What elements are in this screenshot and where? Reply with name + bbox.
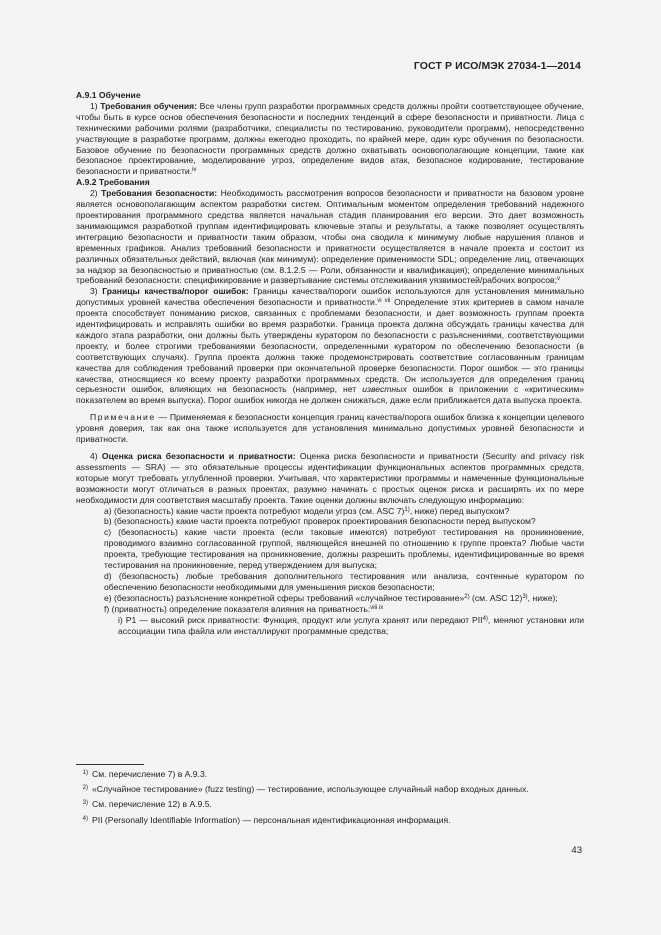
footnote-3: $^{3)}$ См. перечисление 12) в А.9.5. bbox=[82, 799, 212, 810]
list-item-c: c) (безопасность) какие части проекта (если таковые имеются) потребуют тестирования на проникновение, проводимого взаимно согласованной группой, являющейся внешней по отношению к группе проекта? Любые части проекта, требующие тестирования на проникновение, должны разрешить проблемы, идентифицированные во время тестирования на проникновение, перед утверждением для выпуска; bbox=[104, 527, 584, 571]
footnote-4: $^{4)}$ PII (Personally Identifiable Information) — персональная идентификационная информация. bbox=[82, 814, 451, 825]
list-item-d: d) (безопасность) любые требования дополнительного тестирования или анализа, сочтенные куратором по обеспечению безопасности необходимыми для уменьшения рисков безопасности; bbox=[104, 570, 584, 592]
note-paragraph: Примечание — Применяемая к безопасности концепция границ качества/порога ошибок близка к концепции целевого уровня доверия, так как она также используется для установления минимально допустимых уровней безопасности и приватности. bbox=[76, 412, 585, 445]
paragraph-quality-gates: 3) Границы качества/порог ошибок: Границы качества/пороги ошибок используются для установления минимально допустимых уровней качества обеспечения безопасности и приватности.$^{vi vii}$ Определение этих критериев в самом начале проекта способствует пониманию рисков, связанных с проблемами безопасности, и дает возможность группам проекта идентифицировать и исправлять ошибки во время разработки. Граница проекта должна обсуждать границы качества для каждого этапа разработки, они должны быть утверждены куратором по безопасности с разъяснениями, соответствующими проекту, и более строгими требованиями безопасности, определенными куратором по обеспечению безопасности (в соответствующих случаях). Группа проекта должна также продемонстрировать соответствие согласованным границам качества для соблюдения требований проверки при окончательной проверке безопасности. Порог ошибок — это границы качества, относящиеся ко всему проекту разработки программных средств. Он используется для определения границ серьезности ошибок, влияющих на безопасность (например, нет известных ошибок в приложении с «критическим» показателем во время выпуска). Порог ошибок никогда не должен снижаться, даже если приближается дата выпуска проекта. bbox=[76, 286, 585, 406]
list-item-f-i: i) P1 — высокий риск приватности: Функция, продукт или услуга хранят или передают PII$^{4)}$, меняют установки или ассоциации типа файла или инсталлируют программные средства; bbox=[118, 614, 585, 636]
page-number: 43 bbox=[571, 845, 582, 856]
section-heading-a91: А.9.1 Обучение bbox=[76, 90, 141, 100]
list-item-f: f) (приватность) определение показателя влияния на приватность:$^{viii ix}$ bbox=[104, 603, 384, 614]
footnote-divider bbox=[76, 764, 144, 765]
risk-questions-list bbox=[76, 506, 584, 615]
main-content bbox=[76, 90, 584, 636]
list-item-e: e) (безопасность) разъяснение конкретной сферы требований «случайное тестирование»$^{2)}$ (см. ASC 12)$^{3)}$, ниже); bbox=[104, 592, 558, 603]
paragraph-security-requirements: 2) Требования безопасности: Необходимость рассмотрения вопросов безопасности и приватности на базовом уровне является основополагающим аспектом разработки систем. Оптимальным моментом определения требований надежного проектирования программного средства является начальная стадия планирования его версии. Это дает возможность занимающимся разработкой группам идентифицировать ключевые этапы и результаты, а также позволяет осуществлять интеграцию безопасности и приватности таким образом, чтобы она сводила к минимуму любые нарушения планов и временных графиков. Анализ требований безопасности и приватности осуществляется в начале проекта и состоит из различных обязательных действий, включая (как минимум): определение применимости SDL; определение лиц, отвечающих за надзор за безопасностью и приватностью (см. 8.1.2.5 — Роли, обязанности и квалификация); определение минимальных требований безопасности: спецификирование и развертывание системы отслеживания уязвимостей/рабочих вопросов;$^v$ bbox=[76, 188, 584, 286]
section-heading-a92: А.9.2 Требования bbox=[76, 177, 150, 188]
sublist bbox=[76, 615, 584, 637]
list-item-a: a) (безопасность) какие части проекта потребуют модели угроз (см. ASC 7)$^{1)}$, ниже) перед выпуском? bbox=[104, 505, 510, 516]
paragraph-training: 1) Требования обучения: Все члены групп разработки программных средств должны пройти соответствующее обучение, чтобы быть в курсе основ обеспечения безопасности и последних тенденций в сфере безопасности и приватности. Лица с техническими рабочими ролями (разработчики, специалисты по тестированию, руководители программ), непосредственно участвующие в разработке программ, должны ежегодно проходить, по крайней мере, один курс обучения по безопасности. Базовое обучение по безопасности программных средств должно охватывать основополагающие концепции, такие как безопасное проектирование, моделирование угроз, определение видов атак, безопасное кодирование, тестирование безопасности и приватности.$^{iv}$ bbox=[76, 100, 585, 177]
list-item-b: b) (безопасность) какие части проекта потребуют проверок проектирования безопасности перед выпуском? bbox=[104, 516, 536, 527]
footnote-1: $^{1)}$ См. перечисление 7) в А.9.3. bbox=[82, 769, 208, 779]
paragraph-risk-assessment: 4) Оценка риска безопасности и приватности: Оценка риска безопасности и приватности (Security and privacy risk assessments — SRA) — это обязательные процессы идентификации функциональных аспектов программных средств, которые могут требовать углубленной проверки. Учитывая, что характеристики программы и намеченные функциональные возможности могут отличаться в разных проектах, разумно начинать с простых оценок риска и расширять их по мере необходимости для соответствия масштабу проекта. Такие оценки должны включать следующую информацию: bbox=[76, 451, 585, 505]
standard-header: ГОСТ Р ИСО/МЭК 27034-1—2014 bbox=[413, 60, 581, 72]
footnote-2: $^{2)}$ «Случайное тестирование» (fuzz testing) — тестирование, использующее случайный набор входных данных. bbox=[82, 784, 529, 795]
footnotes bbox=[76, 769, 584, 830]
